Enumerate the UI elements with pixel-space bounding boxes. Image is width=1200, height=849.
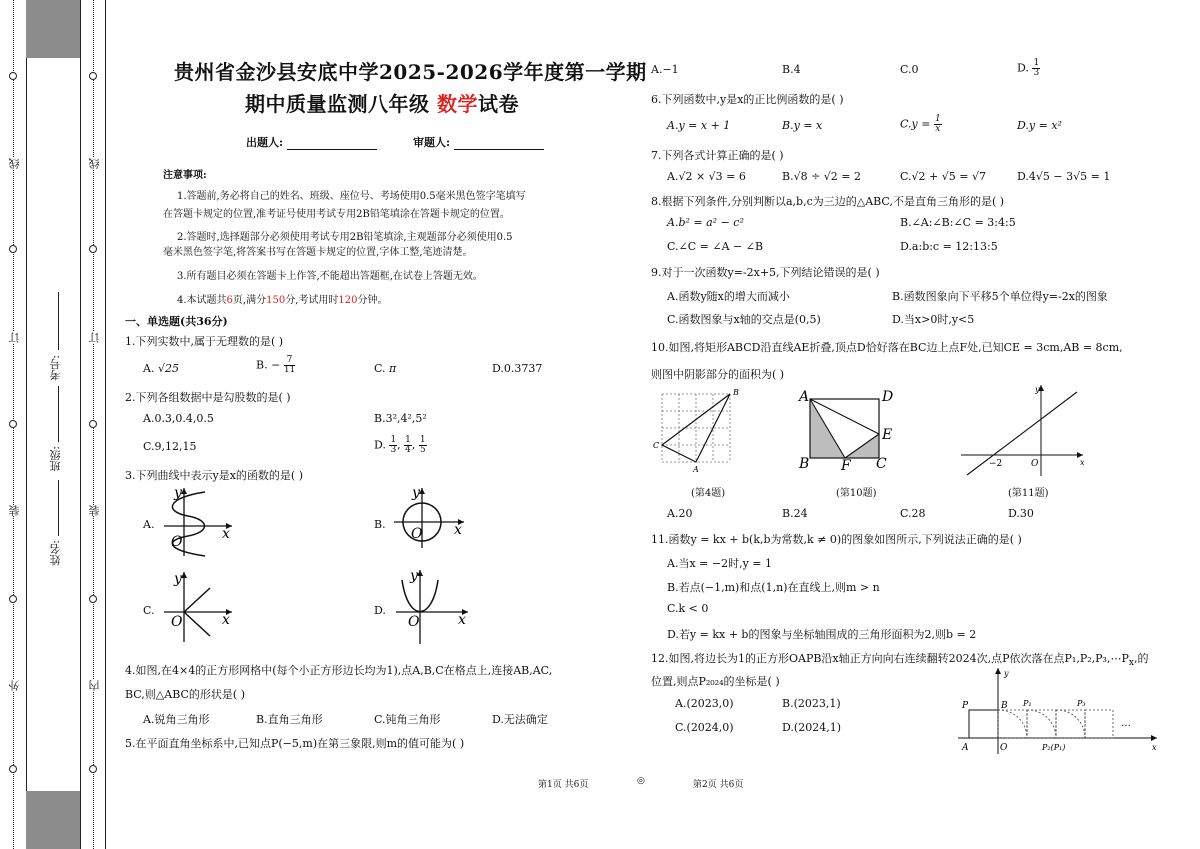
seal-label-ding-inner: 订 [88,332,101,343]
svg-text:E: E [882,427,893,443]
exam-title-line1: 贵州省金沙县安底中学2025-2026学年度第一学期 [174,60,647,84]
figure-caption-q10: (第10题) [836,488,877,499]
q5-option-d[interactable] [1017,59,1040,78]
q7-option-d[interactable]: D.4√5 − 3√5 = 1 [1017,170,1111,183]
seal-circle [89,765,97,773]
svg-text:y: y [410,568,418,584]
q6-option-c[interactable] [900,115,942,134]
q12-option-b[interactable]: B.(2023,1) [782,697,841,710]
svg-text:O: O [171,614,183,630]
exam-number-field[interactable] [58,292,59,350]
q1-option-b-denominator: 11 [283,365,296,375]
q1-option-c-letter: C. [374,362,386,375]
q10-stem-b: 则图中阴影部分的面积为( ) [651,368,785,381]
q5-option-b[interactable]: B.4 [782,63,801,76]
reviewer-label: 审题人: [413,136,451,149]
q9-option-d[interactable]: D.当x>0时,y<5 [892,313,975,326]
svg-text:y: y [412,485,420,501]
q9-stem: 9.对于一次函数y=-2x+5,下列结论错误的是( ) [651,266,880,279]
seal-circle [9,72,17,80]
q11-option-b[interactable]: B.若点(−1,m)和点(1,n)在直线上,则m > n [667,581,880,594]
notice-full-score: 150 [266,295,286,306]
seal-circle [89,245,97,253]
seal-label-nei-inner: 内 [88,680,101,691]
q10-option-d[interactable]: D.30 [1008,507,1034,520]
q8-option-a[interactable]: A.b² = a² − c² [667,216,744,229]
svg-text:F: F [841,458,851,474]
q10-option-a[interactable]: A.20 [667,507,693,520]
notice-item4-text: 页,满分 [232,295,267,306]
svg-text:O: O [1000,743,1008,753]
q9-option-b[interactable]: B.函数图象向下平移5个单位得y=-2x的图象 [892,290,1108,303]
svg-text:B: B [1001,701,1008,711]
q2-option-b[interactable]: B.3²,4²,5² [374,412,427,425]
q5-stem: 5.在平面直角坐标系中,已知点P(−5,m)在第三象限,则m的值可能为( ) [125,737,465,750]
seal-label-zhuang-outer: 装 [8,505,21,516]
seal-circle [9,245,17,253]
svg-text:B: B [799,456,810,472]
reviewer-row [413,134,544,150]
notice-item4-text: 4.本试题共 [177,295,227,306]
page-number-left: 第1页 共6页 [538,780,589,790]
q3-graph-b [392,484,467,549]
notice-time: 120 [338,295,358,306]
seal-circle [9,420,17,428]
q8-option-c[interactable]: C.∠C = ∠A − ∠B [667,240,764,253]
svg-text:P₃: P₃ [1077,699,1086,708]
q3-graph-d [392,566,472,646]
q2-option-a[interactable]: A.0.3,0.4,0.5 [143,412,214,425]
q1-option-a[interactable] [143,362,179,375]
q6-option-d[interactable]: D.y = x² [1017,119,1062,132]
svg-text:O: O [171,534,183,550]
seal-circle [89,595,97,603]
q12-option-a[interactable]: A.(2023,0) [675,697,734,710]
page-number-right: 第2页 共6页 [693,780,744,790]
q12-stem-b: 位置,则点P₂₀₂₄的坐标是( ) [651,675,780,688]
svg-text:x: x [222,526,230,542]
svg-text:y: y [174,485,182,501]
fraction-one-fourth: $\frac{1}{4}$ [405,435,411,455]
q7-stem: 7.下列各式计算正确的是( ) [651,149,784,162]
title-grade-text: 期中质量监测八年级 [245,92,430,116]
q1-option-b-numerator: 7 [284,356,295,366]
notice-item1-a: 1.答题前,务必将自己的姓名、班级、座位号、考场使用0.5毫米黑色签字笔填写 [177,191,526,202]
svg-text:x: x [1152,743,1157,752]
fraction-one-third: $\frac{1}{3}$ [390,435,397,455]
svg-text:y: y [1035,385,1040,394]
notice-item2-b: 毫米黑色签字笔,将答案书写在答题卡规定的位置,字体工整,笔迹清楚。 [163,247,473,258]
q5-option-c[interactable]: C.0 [900,63,919,76]
q6-option-c-text: C.y = [900,117,931,131]
q1-stem: 1.下列实数中,属于无理数的是( ) [125,335,284,348]
svg-text:O: O [1031,459,1039,469]
q1-option-c-value: π [389,362,397,375]
binding-border-edge [105,0,106,849]
q7-option-a[interactable]: A.√2 × √3 = 6 [667,170,746,183]
q3-option-d[interactable]: D. [374,604,386,617]
exam-number-label: 考号: [49,355,62,381]
seal-label-xian-outer: 线 [8,158,21,169]
q5-option-a[interactable]: A.−1 [651,63,679,76]
svg-text:A: A [962,743,969,753]
fraction-one-over-x: $\frac{1}{x}$ [934,114,941,134]
class-field[interactable] [58,386,59,442]
name-field[interactable] [58,480,59,536]
title-subject: 数学 [436,92,478,116]
binding-border-left [26,0,27,849]
q2-option-d[interactable]: D. $\frac{1}{3}$ , $\frac{1}{4}$ , $\frac{1}{5}$ [374,435,426,455]
notice-item4-text: 分,考试用时 [285,295,339,306]
q1-option-a-letter: A. [143,362,155,375]
q3-option-a[interactable]: A. [143,518,155,531]
notice-item2-a: 2.答题时,选择题部分必须使用考试专用2B铅笔填涂,主观题部分必须使用0.5 [177,232,513,243]
q4-option-c[interactable]: C.钝角三角形 [374,713,441,726]
q12-stem-a-end: ,的 [1134,652,1149,665]
q6-option-a[interactable]: A.y = x + 1 [667,119,731,132]
q7-option-b[interactable]: B.√8 ÷ √2 = 2 [782,170,862,183]
setter-label: 出题人: [246,136,284,149]
q2-stem: 2.下列各组数据中是勾股数的是( ) [125,391,291,404]
svg-text:P₂(P₁): P₂(P₁) [1042,743,1066,752]
svg-text:…: … [1121,718,1131,729]
q12-option-d[interactable]: D.(2024,1) [782,721,841,734]
svg-text:x: x [222,612,230,628]
q12-option-c[interactable]: C.(2024,0) [675,721,734,734]
q3-graph-a [160,484,235,559]
q4-stem-b: BC,则△ABC的形状是( ) [125,688,245,701]
q7-option-c[interactable]: C.√2 + √5 = √7 [900,170,986,183]
q2-option-c[interactable]: C.9,12,15 [143,440,197,453]
figure-q12-rolling-square [952,664,1164,756]
q2-option-d-letter: D. [374,438,386,452]
svg-text:C: C [876,456,887,472]
notice-item1-b: 在答题卡规定的位置,准考证号使用考试专用2B铅笔填涂在答题卡规定的位置。 [163,209,510,220]
svg-text:x: x [458,612,466,628]
binding-gray-top [26,0,80,58]
notice-item4-text: 分钟。 [357,295,388,306]
figure-q10-rectangle-fold [795,386,900,476]
exam-title-line2 [245,88,519,117]
figure-caption-q11: (第11题) [1008,488,1049,499]
name-label: 姓名: [49,540,62,566]
q10-stem-a: 10.如图,将矩形ABCD沿直线AE折叠,顶点D恰好落在BC边上点F处,已知CE = 3cm,AB = 8cm, [651,341,1123,354]
q3-graph-c [160,568,235,643]
q4-option-d[interactable]: D.无法确定 [492,713,548,726]
svg-text:D: D [882,389,894,405]
q11-stem: 11.函数y = kx + b(k,b为常数,k ≠ 0)的图象如图所示,下列说法正确的是( ) [651,533,1022,546]
svg-text:O: O [408,614,420,630]
class-label: 班级: [49,446,62,472]
svg-text:P: P [962,701,969,711]
q12-stem-a-subscript: x [1128,657,1135,669]
q9-option-c[interactable]: C.函数图象与x轴的交点是(0,5) [667,313,821,326]
q1-option-c[interactable] [374,362,396,375]
q11-option-c[interactable]: C.k < 0 [667,602,709,615]
binding-gray-bottom [26,791,80,849]
q4-option-b[interactable]: B.直角三角形 [256,713,323,726]
seal-label-zhuang-inner: 装 [88,505,101,516]
svg-text:−2: −2 [989,459,1003,469]
seal-label-ding-outer: 订 [8,332,21,343]
page-center-mark-icon: ◎ [637,776,645,786]
figure-caption-q4: (第4题) [691,488,726,499]
title-suffix: 试卷 [477,92,519,116]
figure-q4-grid-triangle [650,386,745,476]
svg-text:B: B [733,388,739,397]
svg-text:x: x [454,522,462,538]
q3-stem: 3.下列曲线中表示y是x的函数的是( ) [125,469,303,482]
q6-stem: 6.下列函数中,y是x的正比例函数的是( ) [651,93,844,106]
reviewer-field[interactable] [454,139,544,150]
q1-option-d[interactable]: D.0.3737 [492,362,543,375]
q3-option-b[interactable]: B. [374,518,386,531]
notice-item4 [177,291,387,306]
svg-text:x: x [1080,458,1085,467]
q12-stem-a-text: 12.如图,将边长为1的正方形OAPB沿x轴正方向向右连续翻转2024次,点P依次落在点P₁,P₂,P₃,⋯P [651,652,1129,665]
q10-option-b[interactable]: B.24 [782,507,808,520]
q1-option-b-fraction [284,356,295,375]
q1-option-a-value: √25 [157,362,179,375]
setter-field[interactable] [287,139,377,150]
q5-option-d-letter: D. [1017,61,1029,75]
q10-option-c[interactable]: C.28 [900,507,926,520]
setter-row [246,134,377,150]
seal-circle [89,72,97,80]
fraction-one-fifth: $\frac{1}{5}$ [419,435,426,455]
q8-stem: 8.根据下列条件,分别判断以a,b,c为三边的△ABC,不是直角三角形的是( ) [651,195,1005,208]
q11-option-d[interactable]: D.若y = kx + b的图象与坐标轴围成的三角形面积为2,则b = 2 [667,628,977,641]
section1-heading: 一、单选题(共36分) [125,315,228,328]
q9-option-a[interactable]: A.函数y随x的增大而减小 [667,290,790,303]
q3-option-c[interactable]: C. [143,604,155,617]
svg-text:O: O [411,526,423,542]
q4-stem-a: 4.如图,在4×4的正方形网格中(每个小正方形边长均为1),点A,B,C在格点上,连接AB,AC, [125,664,553,677]
fraction-one-third: $\frac{1}{3}$ [1033,58,1040,78]
binding-strip [0,0,106,849]
svg-text:P₁: P₁ [1023,699,1032,708]
svg-text:y: y [174,571,182,587]
svg-text:A: A [693,465,699,474]
q1-option-b[interactable]: B. − $\frac{7}{11}$ [256,355,296,375]
figure-q11-linear-graph [955,380,1090,480]
q8-option-b[interactable]: B.∠A:∠B:∠C = 3:4:5 [900,216,1016,229]
seal-circle [9,765,17,773]
q11-option-a[interactable]: A.当x = −2时,y = 1 [667,557,772,570]
notice-page-count: 6 [226,295,233,306]
q8-option-d[interactable]: D.a:b:c = 12:13:5 [900,240,998,253]
binding-border-right [80,0,81,849]
seal-label-wai-outer: 外 [8,680,21,691]
q1-option-b-letter: B. [256,358,268,372]
svg-text:A: A [799,389,810,405]
seal-circle [9,595,17,603]
seal-label-xian-inner: 线 [88,158,101,169]
svg-text:C: C [653,441,660,450]
q6-option-b[interactable]: B.y = x [782,119,823,132]
svg-text:y: y [1004,669,1009,678]
seal-circle [89,420,97,428]
q4-option-a[interactable]: A.锐角三角形 [143,713,210,726]
notice-item3: 3.所有题目必须在答题卡上作答,不能超出答题框,在试卷上答题无效。 [177,271,483,282]
notice-heading: 注意事项: [163,170,207,181]
